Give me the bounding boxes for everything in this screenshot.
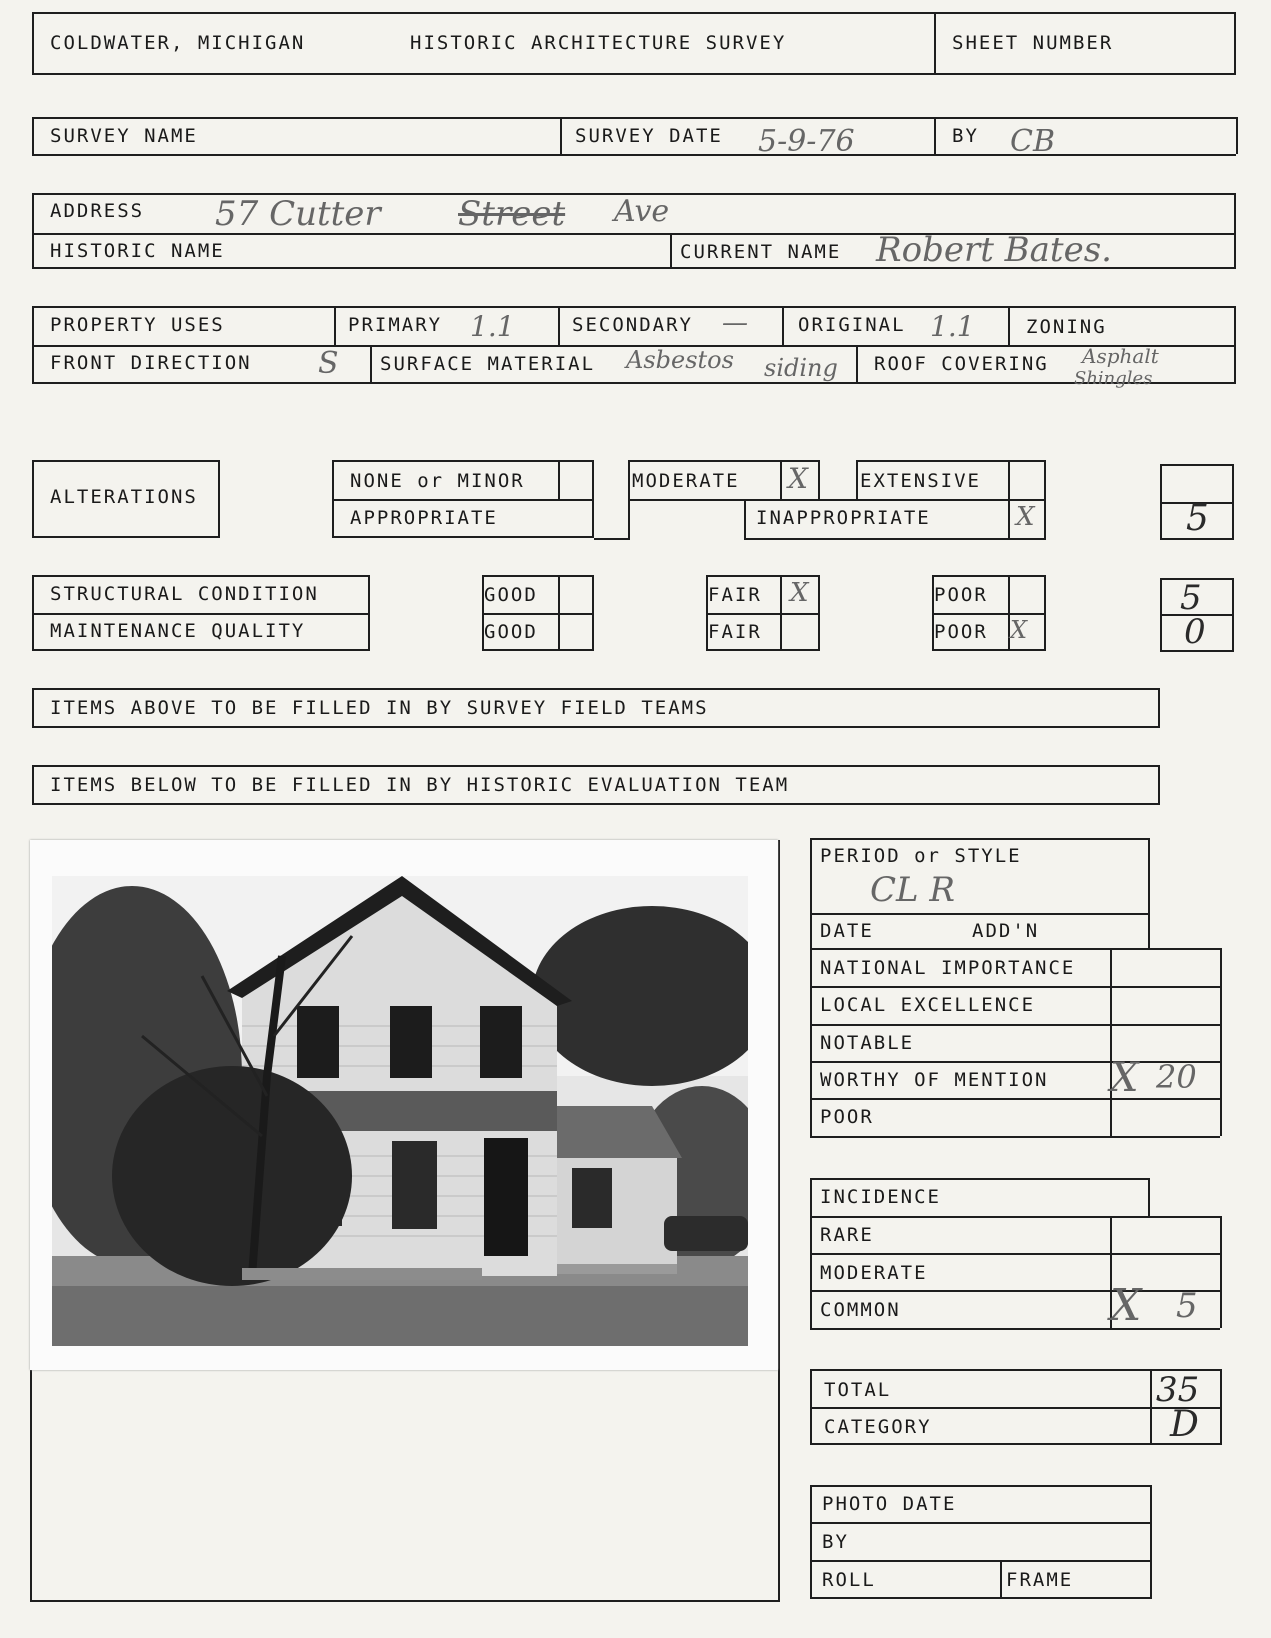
category-label: CATEGORY (824, 1416, 932, 1438)
maintenance-score: 0 (1184, 612, 1206, 652)
common-score: 5 (1176, 1286, 1198, 1326)
common-label: COMMON (820, 1299, 901, 1321)
primary-value: 1.1 (470, 310, 515, 343)
category-value: D (1170, 1404, 1199, 1445)
inappropriate-mark: X (1016, 502, 1035, 532)
frame-label: FRAME (1006, 1569, 1074, 1591)
survey-by-label: BY (952, 125, 979, 147)
form-title: HISTORIC ARCHITECTURE SURVEY (410, 32, 787, 54)
maintenance-poor-mark: X (1010, 616, 1028, 644)
original-label: ORIGINAL (798, 314, 906, 336)
maintenance-fair-label: FAIR (708, 621, 762, 643)
field-teams-note: ITEMS ABOVE TO BE FILLED IN BY SURVEY FIELD TEAMS (50, 697, 709, 719)
survey-date-label: SURVEY DATE (575, 125, 723, 147)
alterations-score: 5 (1186, 498, 1209, 539)
incidence-moderate-label: MODERATE (820, 1262, 928, 1284)
worthy-of-mention-label: WORTHY OF MENTION (820, 1069, 1049, 1091)
structural-fair-label: FAIR (708, 584, 762, 606)
maintenance-good-label: GOOD (484, 621, 538, 643)
maintenance-poor-label: POOR (934, 621, 988, 643)
address-number: 57 Cutter (215, 194, 381, 234)
total-label: TOTAL (824, 1379, 892, 1401)
total-value: 35 (1156, 1370, 1200, 1410)
historic-name-label: HISTORIC NAME (50, 240, 225, 262)
roll-label: ROLL (822, 1569, 876, 1591)
roof-covering-value-1: Asphalt (1082, 344, 1159, 368)
national-importance-label: NATIONAL IMPORTANCE (820, 957, 1076, 979)
incidence-label: INCIDENCE (820, 1186, 941, 1208)
surface-material-value-1: Asbestos (626, 346, 734, 374)
zoning-label: ZONING (1026, 316, 1107, 338)
surface-material-label: SURFACE MATERIAL (380, 353, 596, 375)
structural-fair-mark: X (790, 578, 809, 608)
secondary-value: — (722, 308, 748, 338)
property-uses-label: PROPERTY USES (50, 314, 225, 336)
survey-date-value: 5-9-76 (758, 124, 855, 159)
front-direction-value: S (318, 346, 339, 381)
worthy-of-mention-mark: X (1110, 1055, 1139, 1101)
evaluation-team-note: ITEMS BELOW TO BE FILLED IN BY HISTORIC EVALUATION TEAM (50, 774, 790, 796)
none-minor-label: NONE or MINOR (350, 470, 525, 492)
photo-date-label: PHOTO DATE (822, 1493, 957, 1515)
structural-poor-label: POOR (934, 584, 988, 606)
structural-score: 5 (1180, 578, 1202, 618)
structural-good-label: GOOD (484, 584, 538, 606)
address-label: ADDRESS (50, 200, 145, 222)
worthy-of-mention-score: 20 (1156, 1058, 1197, 1096)
period-style-label: PERIOD or STYLE (820, 845, 1022, 867)
house-photo (52, 876, 748, 1346)
house-photo-print (30, 840, 778, 1370)
notable-label: NOTABLE (820, 1032, 915, 1054)
current-name-label: CURRENT NAME (680, 241, 842, 263)
primary-label: PRIMARY (348, 314, 443, 336)
alterations-label: ALTERATIONS (50, 486, 198, 508)
moderate-alteration-label: MODERATE (632, 470, 740, 492)
moderate-alteration-mark: X (788, 462, 808, 495)
evaluation-poor-label: POOR (820, 1106, 874, 1128)
survey-name-label: SURVEY NAME (50, 125, 198, 147)
original-value: 1.1 (930, 310, 975, 343)
local-excellence-label: LOCAL EXCELLENCE (820, 994, 1036, 1016)
secondary-label: SECONDARY (572, 314, 693, 336)
front-direction-label: FRONT DIRECTION (50, 352, 252, 374)
inappropriate-label: INAPPROPRIATE (756, 507, 931, 529)
date-label: DATE (820, 920, 874, 942)
common-mark: X (1110, 1280, 1142, 1331)
roof-covering-value-2: Shingles (1074, 368, 1153, 389)
structural-condition-label: STRUCTURAL CONDITION (50, 583, 319, 605)
address-suffix: Ave (614, 194, 670, 229)
surface-material-value-2: siding (764, 354, 838, 382)
period-style-value: CL R (870, 870, 955, 910)
addn-label: ADD'N (972, 920, 1040, 942)
extensive-label: EXTENSIVE (860, 470, 981, 492)
photo-by-label: BY (822, 1531, 849, 1553)
survey-by-value: CB (1010, 124, 1055, 159)
current-name-value: Robert Bates. (876, 230, 1112, 270)
city-label: COLDWATER, MICHIGAN (50, 32, 306, 54)
roof-covering-label: ROOF COVERING (874, 353, 1049, 375)
address-struck-word: Street (458, 194, 566, 234)
sheet-number-label: SHEET NUMBER (952, 32, 1114, 54)
maintenance-quality-label: MAINTENANCE QUALITY (50, 620, 306, 642)
appropriate-label: APPROPRIATE (350, 507, 498, 529)
rare-label: RARE (820, 1224, 874, 1246)
